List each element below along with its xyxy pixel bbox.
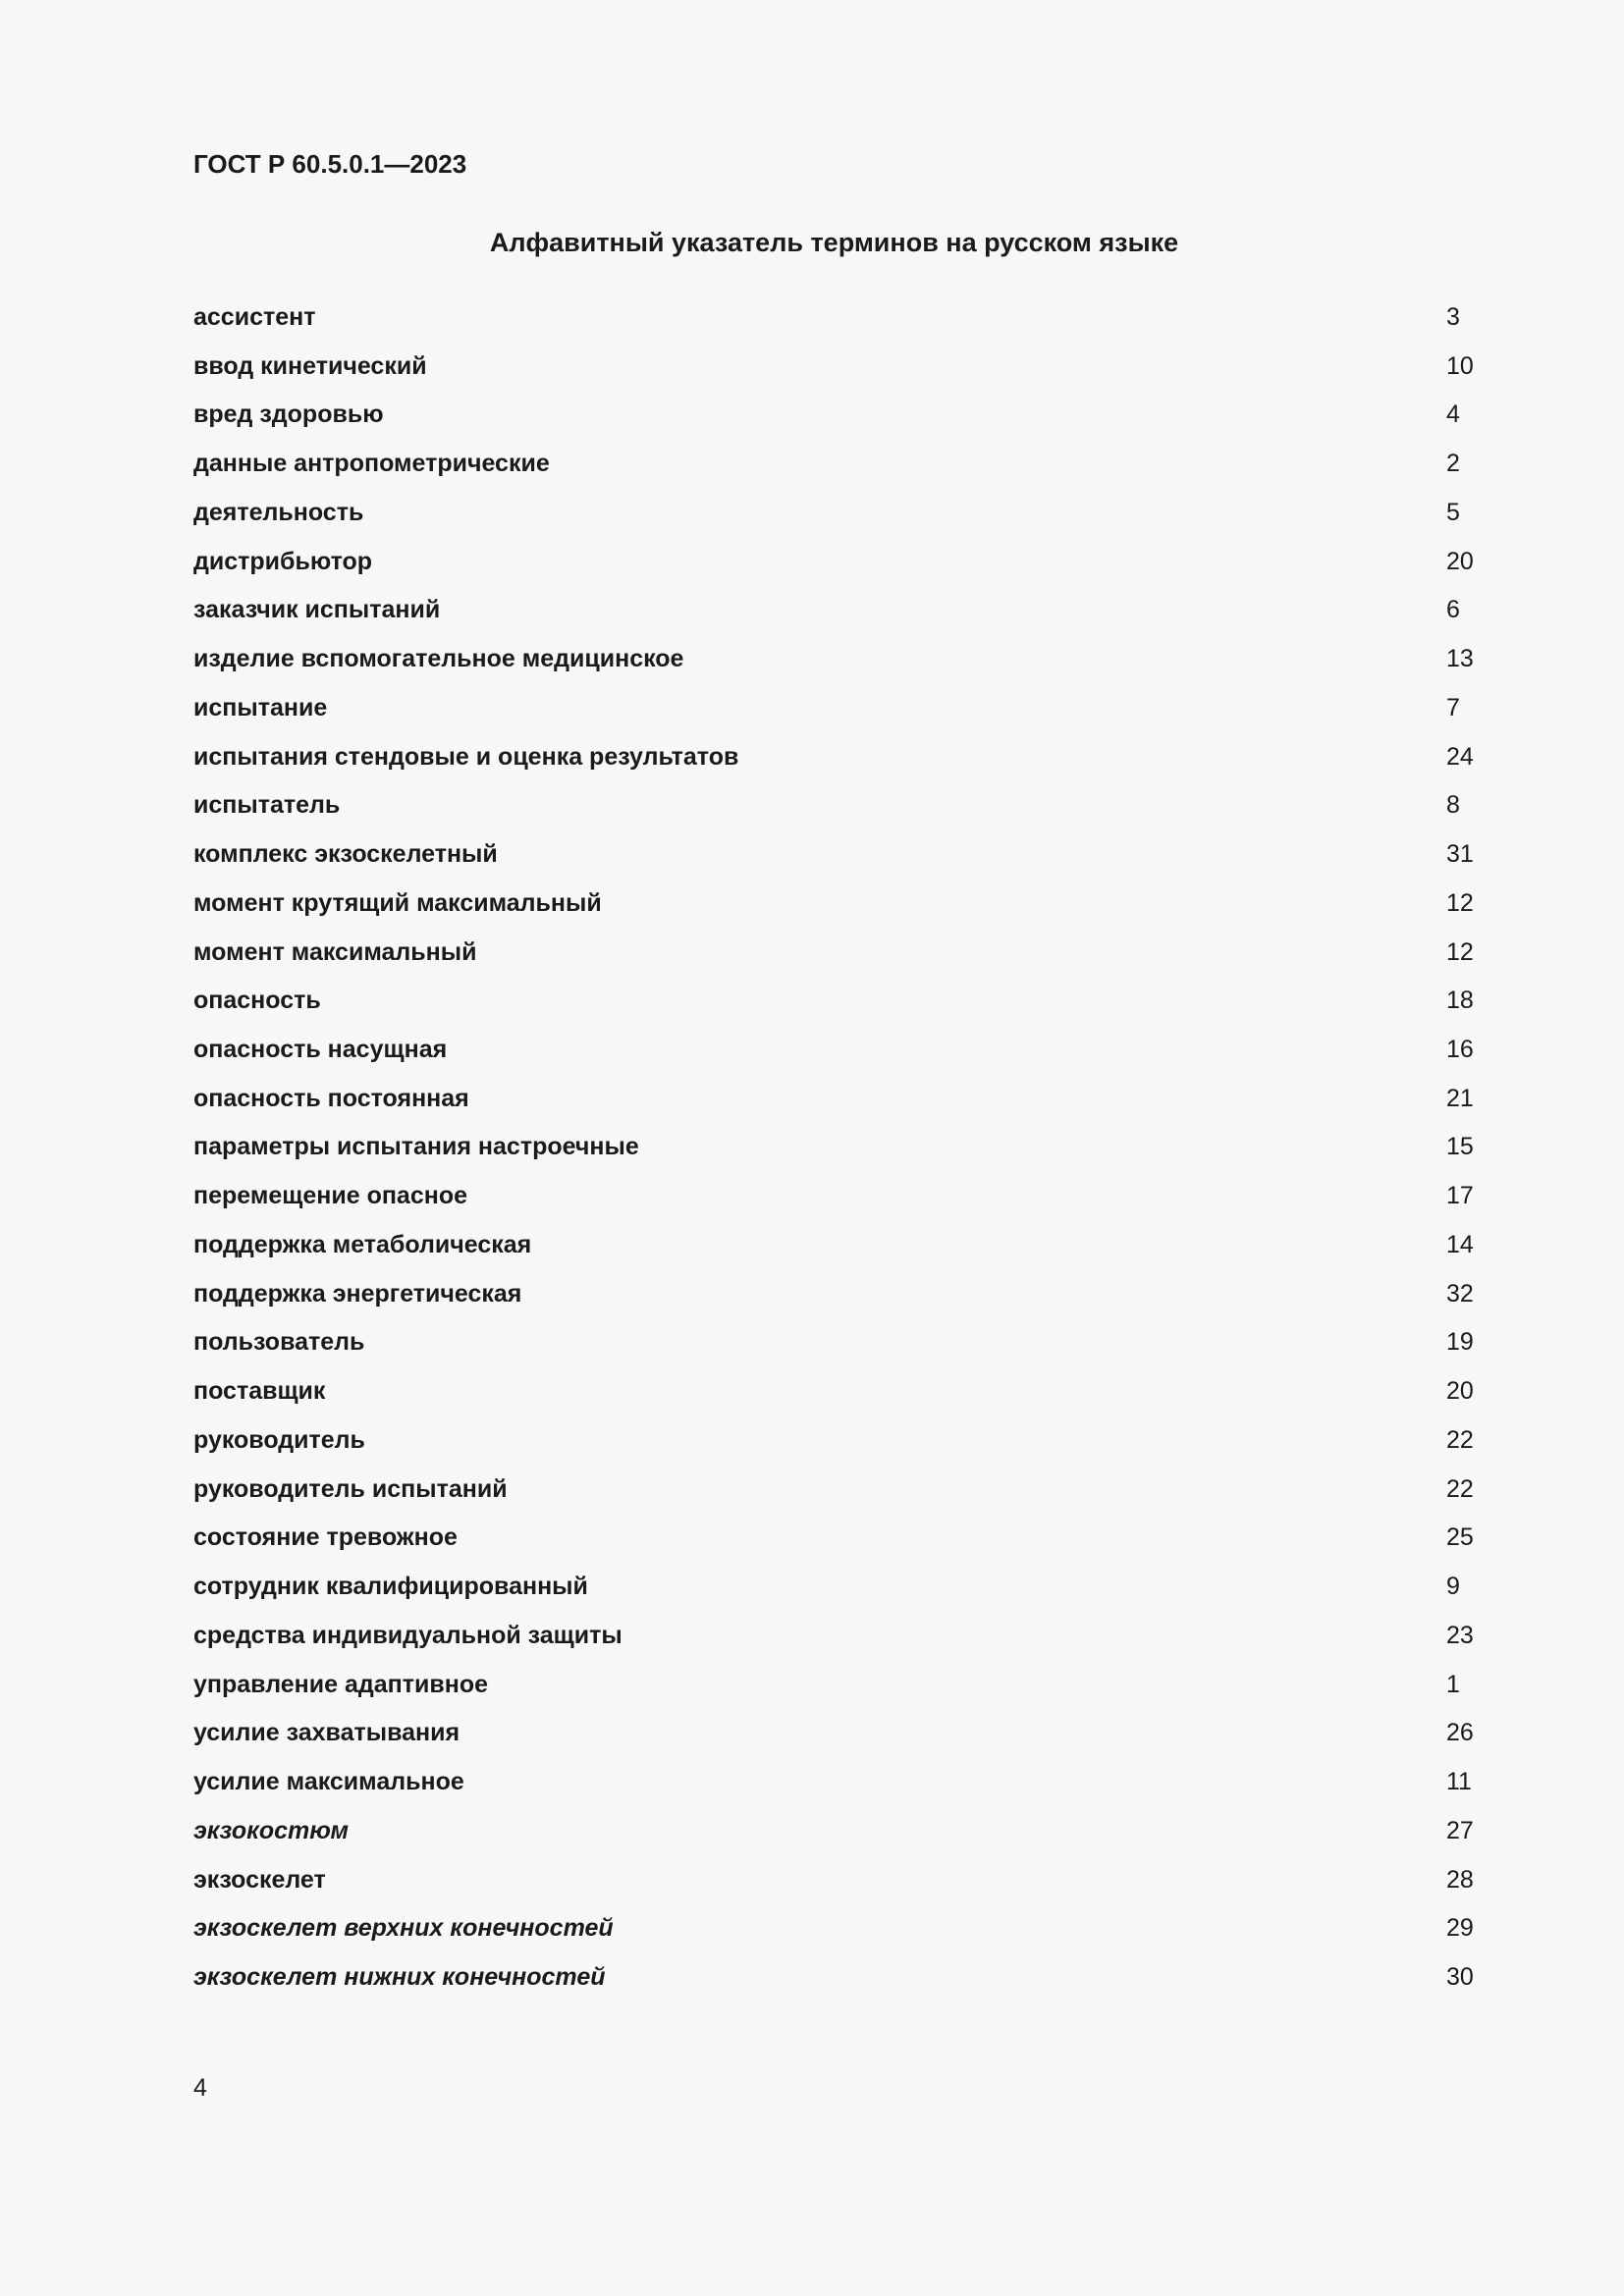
index-term-number: 12 — [1446, 888, 1474, 917]
index-row — [193, 933, 1475, 982]
index-term: заказчик испытаний — [193, 596, 441, 624]
index-term-number: 19 — [1446, 1328, 1474, 1357]
index-row — [193, 542, 1475, 591]
index-term-number: 20 — [1446, 1377, 1474, 1406]
index-term-number: 10 — [1446, 351, 1474, 380]
page-number: 4 — [193, 2074, 207, 2102]
index-term-number: 5 — [1446, 498, 1460, 526]
index-row — [193, 1420, 1475, 1469]
index-term: момент максимальный — [193, 937, 477, 966]
index-term-number: 22 — [1446, 1474, 1474, 1503]
index-term: испытание — [193, 693, 328, 721]
index-row — [193, 1469, 1475, 1519]
index-term: опасность постоянная — [193, 1084, 469, 1112]
index-title: Алфавитный указатель терминов на русском языке — [489, 228, 1179, 257]
index-row — [193, 981, 1475, 1030]
index-term-number: 20 — [1446, 547, 1474, 575]
index-term: усилие захватывания — [193, 1719, 460, 1747]
index-term: усилие максимальное — [193, 1768, 464, 1796]
index-row — [193, 737, 1475, 786]
index-term: пользователь — [193, 1328, 365, 1357]
index-term-number: 28 — [1446, 1865, 1474, 1894]
index-row — [193, 1030, 1475, 1079]
index-term: экзоскелет — [193, 1865, 326, 1894]
index-term-number: 11 — [1446, 1768, 1472, 1796]
index-term: состояние тревожное — [193, 1523, 458, 1552]
index-row — [193, 1567, 1475, 1616]
index-term-number: 4 — [1446, 400, 1460, 429]
index-row — [193, 834, 1475, 883]
index-term: сотрудник квалифицированный — [193, 1573, 588, 1601]
index-term-number: 2 — [1446, 450, 1460, 478]
index-row — [193, 688, 1475, 737]
index-term-number: 23 — [1446, 1621, 1474, 1649]
index-row — [193, 1616, 1475, 1665]
index-term-number: 27 — [1446, 1816, 1474, 1844]
index-term: вред здоровью — [193, 400, 384, 429]
index-term: перемещение опасное — [193, 1182, 468, 1210]
index-term-number: 16 — [1446, 1036, 1474, 1064]
index-term-number: 29 — [1446, 1914, 1474, 1943]
index-term: параметры испытания настроечные — [193, 1133, 639, 1161]
index-row — [193, 883, 1475, 933]
index-term-number: 17 — [1446, 1182, 1474, 1210]
index-row — [193, 785, 1475, 834]
index-term: испытания стендовые и оценка результатов — [193, 742, 739, 771]
index-term: испытатель — [193, 791, 341, 820]
index-term: дистрибьютор — [193, 547, 373, 575]
index-row — [193, 1762, 1475, 1811]
index-term: экзокостюм — [193, 1816, 350, 1844]
index-term: руководитель испытаний — [193, 1474, 508, 1503]
index-row — [193, 347, 1475, 396]
index-row — [193, 1811, 1475, 1860]
index-term: опасность — [193, 987, 321, 1015]
index-term-number: 12 — [1446, 937, 1474, 966]
index-term: управление адаптивное — [193, 1670, 489, 1698]
index-term: изделие вспомогательное медицинское — [193, 645, 684, 673]
index-term: данные антропометрические — [193, 450, 550, 478]
index-term-number: 26 — [1446, 1719, 1474, 1747]
index-term-number: 32 — [1446, 1279, 1474, 1308]
index-term-number: 14 — [1446, 1230, 1474, 1258]
index-term: средства индивидуальной защиты — [193, 1621, 623, 1649]
index-row — [193, 639, 1475, 688]
index-term: опасность насущная — [193, 1036, 448, 1064]
index-term: ввод кинетический — [193, 351, 427, 380]
index-term: ассистент — [193, 303, 316, 331]
index-term-number: 15 — [1446, 1133, 1474, 1161]
index-term-number: 30 — [1446, 1962, 1474, 1991]
index-term: поставщик — [193, 1377, 326, 1406]
index-row — [193, 1127, 1475, 1176]
index-term: руководитель — [193, 1425, 365, 1454]
index-term: экзоскелет нижних конечностей — [193, 1962, 606, 1991]
index-term-number: 13 — [1446, 645, 1474, 673]
index-term: экзоскелет верхних конечностей — [193, 1914, 614, 1943]
index-term: момент крутящий максимальный — [193, 888, 602, 917]
index-row — [193, 1371, 1475, 1420]
term-index-list — [193, 297, 1475, 2006]
index-term-number: 8 — [1446, 791, 1460, 820]
index-row — [193, 1957, 1475, 2006]
index-row — [193, 395, 1475, 444]
index-term: поддержка метаболическая — [193, 1230, 532, 1258]
index-term-number: 31 — [1446, 840, 1474, 869]
index-row — [193, 1274, 1475, 1323]
index-term: комплекс экзоскелетный — [193, 840, 498, 869]
index-row — [193, 1225, 1475, 1274]
index-row — [193, 1713, 1475, 1762]
index-term-number: 9 — [1446, 1573, 1460, 1601]
index-term-number: 7 — [1446, 693, 1460, 721]
index-row — [193, 1079, 1475, 1128]
index-term-number: 22 — [1446, 1425, 1474, 1454]
index-row — [193, 590, 1475, 639]
document-standard-header: ГОСТ Р 60.5.0.1—2023 — [193, 149, 467, 179]
index-term-number: 21 — [1446, 1084, 1474, 1112]
index-row — [193, 1322, 1475, 1371]
index-row — [193, 297, 1475, 347]
index-row — [193, 493, 1475, 542]
index-term-number: 1 — [1446, 1670, 1460, 1698]
index-row — [193, 1176, 1475, 1225]
index-row — [193, 1860, 1475, 1909]
index-row — [193, 1518, 1475, 1567]
index-term: поддержка энергетическая — [193, 1279, 522, 1308]
index-row — [193, 444, 1475, 493]
index-term-number: 24 — [1446, 742, 1474, 771]
index-term-number: 6 — [1446, 596, 1460, 624]
index-term-number: 18 — [1446, 987, 1474, 1015]
index-term-number: 25 — [1446, 1523, 1474, 1552]
index-row — [193, 1908, 1475, 1957]
index-row — [193, 1665, 1475, 1714]
index-term-number: 3 — [1446, 303, 1460, 331]
index-term: деятельность — [193, 498, 364, 526]
